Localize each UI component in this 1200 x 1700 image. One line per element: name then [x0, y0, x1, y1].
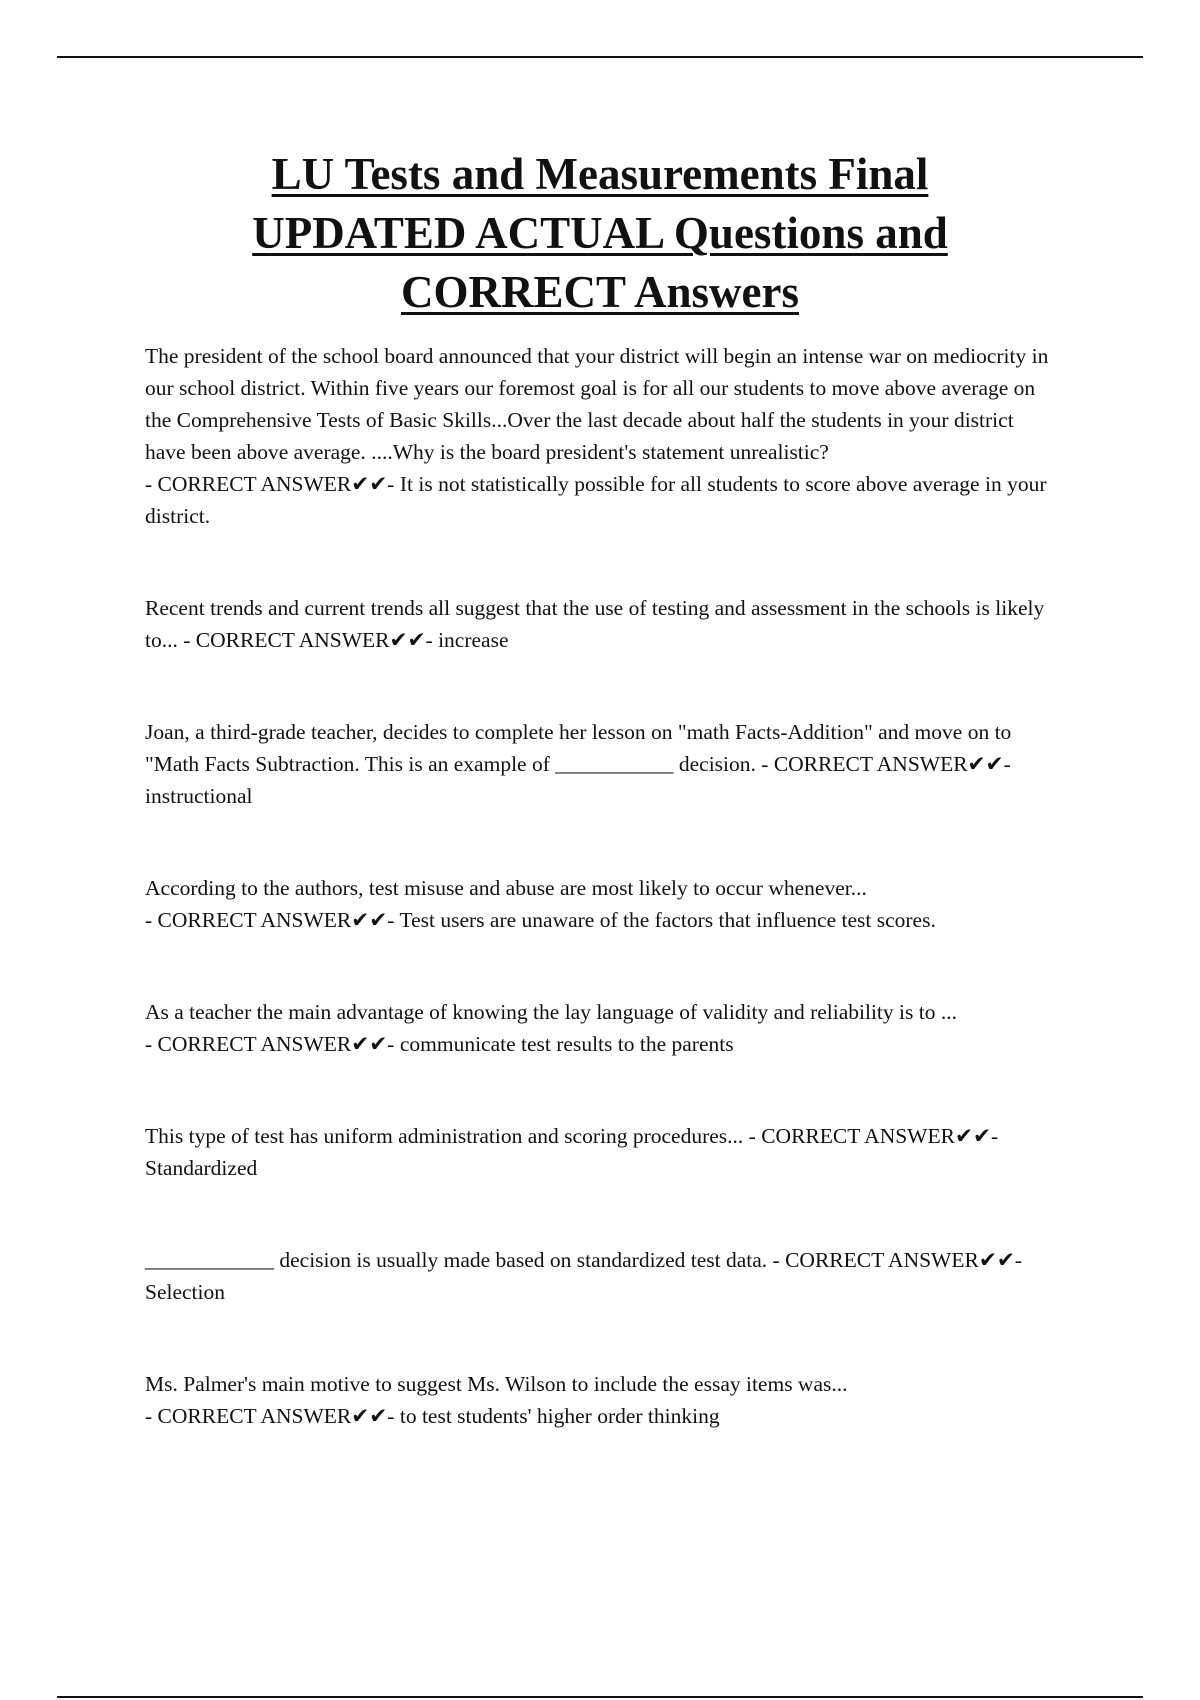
answer-text: to test students' higher order thinking [399, 1404, 720, 1428]
qa-item-1 [145, 340, 1055, 532]
title-line-3: CORRECT Answers [401, 267, 799, 317]
qa-item-7 [145, 1244, 1055, 1308]
correct-answer-label: - CORRECT ANSWER✔✔- [145, 472, 395, 496]
answer-text: Test users are unaware of the factors that influence test scores. [399, 908, 936, 932]
correct-answer-label: - CORRECT ANSWER✔✔- [761, 752, 1011, 776]
top-rule [57, 56, 1143, 58]
question-text: Joan, a third-grade teacher, decides to complete her lesson on "math Facts-Addition" and move on to "Math Facts Subtraction. This is an example of ___________ decision. [145, 720, 1012, 776]
answer-text: Selection [145, 1280, 226, 1304]
correct-answer-label: - CORRECT ANSWER✔✔- [772, 1248, 1023, 1272]
qa-item-8 [145, 1368, 1055, 1432]
qa-item-5 [145, 996, 1055, 1060]
correct-answer-label: - CORRECT ANSWER✔✔- [748, 1124, 999, 1148]
correct-answer-label: - CORRECT ANSWER✔✔- [145, 908, 395, 932]
answer-text: It is not statistically possible for all students to score above average in your district. [145, 472, 1047, 528]
answer-text: instructional [145, 784, 253, 808]
correct-answer-label: - CORRECT ANSWER✔✔- [145, 1404, 395, 1428]
question-text: Recent trends and current trends all suggest that the use of testing and assessment in the schools is likely to... [145, 596, 1045, 652]
question-text: This type of test has uniform administration and scoring procedures... [145, 1124, 744, 1148]
title-line-2: UPDATED ACTUAL Questions and [252, 208, 948, 258]
qa-item-4 [145, 872, 1055, 936]
question-text: According to the authors, test misuse and abuse are most likely to occur whenever... [145, 876, 867, 900]
question-text: Ms. Palmer's main motive to suggest Ms. Wilson to include the essay items was... [145, 1372, 848, 1396]
qa-item-3 [145, 716, 1055, 812]
title-line-1: LU Tests and Measurements Final [271, 149, 929, 199]
correct-answer-label: - CORRECT ANSWER✔✔- [145, 1032, 395, 1056]
document-title [100, 145, 1100, 322]
question-text: The president of the school board announced that your district will begin an intense war on mediocrity in our school district. Within five years our foremost goal is for all our students to move above average on the Comprehensive Tests of Basic Skills...Over the last decade about half the students in your district have been above average. ....Why is the board president's statement unrealistic? [145, 344, 1049, 464]
question-text: ____________ decision is usually made based on standardized test data. [145, 1248, 768, 1272]
answer-text: communicate test results to the parents [399, 1032, 734, 1056]
answer-text: Standardized [145, 1156, 258, 1180]
question-text: As a teacher the main advantage of knowing the lay language of validity and reliability is to ... [145, 1000, 957, 1024]
qa-item-6 [145, 1120, 1055, 1184]
qa-item-2 [145, 592, 1055, 656]
correct-answer-label: - CORRECT ANSWER✔✔- [183, 628, 433, 652]
bottom-rule [57, 1696, 1143, 1698]
qa-list [145, 340, 1055, 1492]
answer-text: increase [438, 628, 509, 652]
